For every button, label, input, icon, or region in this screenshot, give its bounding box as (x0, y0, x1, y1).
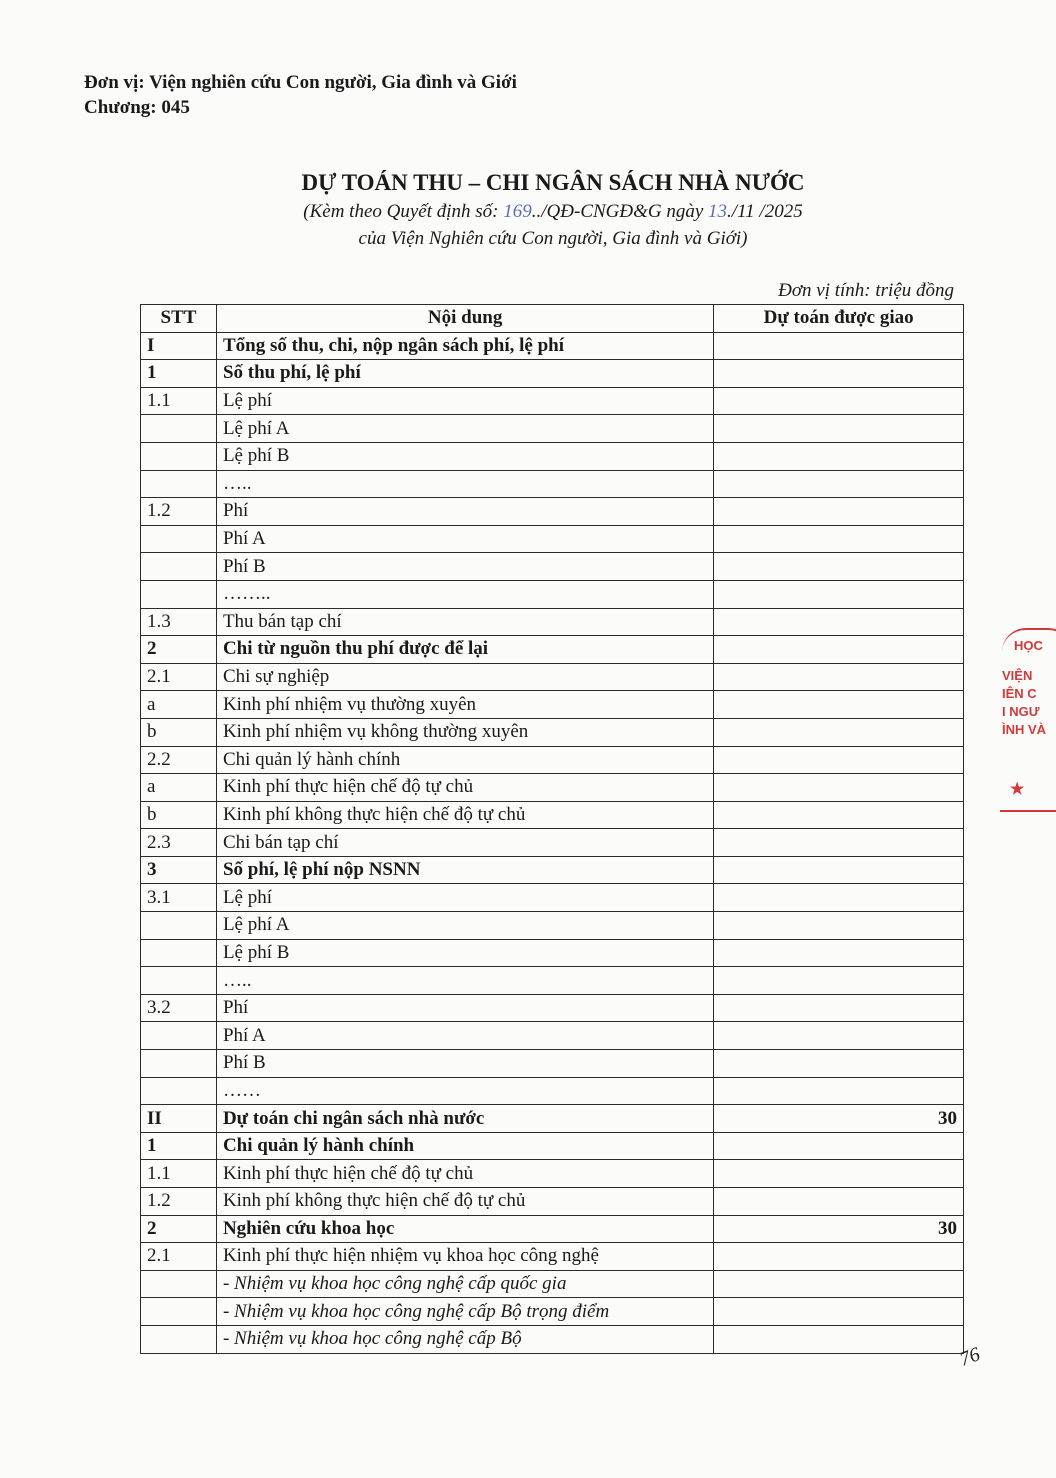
table-row (141, 939, 964, 967)
row-stt (141, 939, 217, 967)
table-row (141, 774, 964, 802)
row-value (714, 912, 964, 940)
header-value: Dự toán được giao (714, 305, 964, 333)
table-row (141, 1215, 964, 1243)
row-content: Dự toán chi ngân sách nhà nước (216, 1105, 713, 1133)
row-value (714, 691, 964, 719)
decision-prefix: (Kèm theo Quyết định số: (303, 201, 504, 222)
row-value (714, 774, 964, 802)
table-row (141, 884, 964, 912)
unit-name: Đơn vị: Viện nghiên cứu Con người, Gia đình và Giới (84, 72, 517, 93)
row-value (714, 360, 964, 388)
seal-text: IÊN C (1002, 686, 1037, 701)
table-row (141, 1298, 964, 1326)
row-content: Lệ phí A (216, 912, 713, 940)
row-content: …….. (216, 580, 713, 608)
row-stt (141, 1270, 217, 1298)
row-content: ….. (216, 470, 713, 498)
row-content: Lệ phí (216, 884, 713, 912)
row-content: Kinh phí thực hiện chế độ tự chủ (216, 774, 713, 802)
issuer-line: của Viện Nghiên cứu Con người, Gia đình và Giới) (358, 228, 748, 249)
table-row (141, 1132, 964, 1160)
table-row (141, 1325, 964, 1353)
row-value (714, 1160, 964, 1188)
row-value (714, 415, 964, 443)
row-value (714, 884, 964, 912)
row-value (714, 553, 964, 581)
row-value (714, 746, 964, 774)
row-stt: 1.1 (141, 387, 217, 415)
row-content: Kinh phí không thực hiện chế độ tự chủ (216, 1188, 713, 1216)
decision-day: 13 (708, 201, 728, 222)
table-row (141, 525, 964, 553)
row-stt: 2.1 (141, 663, 217, 691)
row-stt (141, 1325, 217, 1353)
row-stt (141, 442, 217, 470)
row-stt: 2.3 (141, 829, 217, 857)
row-content: Kinh phí thực hiện nhiệm vụ khoa học công nghệ (216, 1243, 713, 1271)
row-value (714, 1188, 964, 1216)
table-row (141, 912, 964, 940)
table-row (141, 608, 964, 636)
row-content: Thu bán tạp chí (216, 608, 713, 636)
row-value (714, 442, 964, 470)
row-stt (141, 553, 217, 581)
table-row (141, 1270, 964, 1298)
row-value (714, 663, 964, 691)
row-content: Kinh phí thực hiện chế độ tự chủ (216, 1160, 713, 1188)
budget-table (140, 304, 964, 1354)
row-value (714, 829, 964, 857)
row-stt: 2 (141, 1215, 217, 1243)
row-value (714, 939, 964, 967)
header-content: Nội dung (216, 305, 713, 333)
row-value (714, 801, 964, 829)
row-stt (141, 912, 217, 940)
row-stt (141, 525, 217, 553)
row-content: Chi sự nghiệp (216, 663, 713, 691)
row-value (714, 1050, 964, 1078)
row-stt: b (141, 718, 217, 746)
table-row (141, 636, 964, 664)
chapter-code: Chương: 045 (84, 97, 190, 118)
row-stt: a (141, 774, 217, 802)
row-content: Phí B (216, 553, 713, 581)
row-content: …… (216, 1077, 713, 1105)
row-content: Lệ phí A (216, 415, 713, 443)
row-content: Phí A (216, 525, 713, 553)
row-stt: 1 (141, 360, 217, 388)
row-content: Kinh phí nhiệm vụ thường xuyên (216, 691, 713, 719)
table-row (141, 663, 964, 691)
seal-text: HỌC (1014, 638, 1043, 653)
table-row (141, 967, 964, 995)
table-row (141, 1105, 964, 1133)
row-value (714, 1243, 964, 1271)
handwritten-initial: 76 (956, 1343, 983, 1371)
row-value (714, 1022, 964, 1050)
row-content: Số phí, lệ phí nộp NSNN (216, 856, 713, 884)
table-header-row (141, 305, 964, 333)
row-content: Lệ phí B (216, 939, 713, 967)
seal-text: VIỆN (1002, 668, 1033, 683)
row-stt: 3.1 (141, 884, 217, 912)
row-value (714, 1077, 964, 1105)
row-content: Kinh phí nhiệm vụ không thường xuyên (216, 718, 713, 746)
row-content: Nghiên cứu khoa học (216, 1215, 713, 1243)
row-content: Chi quản lý hành chính (216, 746, 713, 774)
row-content: Tổng số thu, chi, nộp ngân sách phí, lệ phí (216, 332, 713, 360)
row-stt: 1.1 (141, 1160, 217, 1188)
row-stt (141, 1077, 217, 1105)
row-stt: II (141, 1105, 217, 1133)
row-stt: 3.2 (141, 994, 217, 1022)
row-stt (141, 1022, 217, 1050)
row-content: Phí (216, 498, 713, 526)
table-row (141, 801, 964, 829)
table-row (141, 387, 964, 415)
table-row (141, 856, 964, 884)
row-value (714, 967, 964, 995)
row-stt: 1.2 (141, 498, 217, 526)
row-value (714, 1325, 964, 1353)
row-content: Lệ phí (216, 387, 713, 415)
row-stt: 3 (141, 856, 217, 884)
row-content: Chi quản lý hành chính (216, 1132, 713, 1160)
table-row (141, 580, 964, 608)
row-stt: 2.1 (141, 1243, 217, 1271)
table-row (141, 332, 964, 360)
table-row (141, 691, 964, 719)
row-value (714, 1298, 964, 1326)
seal-text: ÌNH VÀ (1002, 722, 1047, 737)
row-value (714, 856, 964, 884)
unit-note: Đơn vị tính: triệu đồng (778, 280, 954, 301)
row-value (714, 580, 964, 608)
header-stt: STT (141, 305, 217, 333)
table-row (141, 498, 964, 526)
row-value (714, 1132, 964, 1160)
table-row (141, 442, 964, 470)
table-row (141, 829, 964, 857)
row-content: Số thu phí, lệ phí (216, 360, 713, 388)
row-stt: b (141, 801, 217, 829)
document-header (84, 70, 517, 120)
row-value (714, 636, 964, 664)
row-value (714, 332, 964, 360)
row-stt: 2.2 (141, 746, 217, 774)
row-stt (141, 967, 217, 995)
row-stt: 2 (141, 636, 217, 664)
table-row (141, 718, 964, 746)
row-value (714, 718, 964, 746)
table-row (141, 994, 964, 1022)
table-row (141, 1160, 964, 1188)
table-row (141, 1022, 964, 1050)
row-stt: I (141, 332, 217, 360)
row-content: - Nhiệm vụ khoa học công nghệ cấp Bộ (216, 1325, 713, 1353)
row-content: Phí B (216, 1050, 713, 1078)
star-icon: ★ (1010, 781, 1025, 798)
row-value (714, 1270, 964, 1298)
row-content: Phí (216, 994, 713, 1022)
row-stt (141, 1298, 217, 1326)
row-content: - Nhiệm vụ khoa học công nghệ cấp quốc gia (216, 1270, 713, 1298)
row-stt: 1.2 (141, 1188, 217, 1216)
row-content: Chi từ nguồn thu phí được để lại (216, 636, 713, 664)
table-row (141, 1188, 964, 1216)
row-stt (141, 580, 217, 608)
decision-number: 169 (503, 201, 532, 222)
table-row (141, 415, 964, 443)
row-content: Chi bán tạp chí (216, 829, 713, 857)
row-stt (141, 415, 217, 443)
row-content: Lệ phí B (216, 442, 713, 470)
table-row (141, 1077, 964, 1105)
red-seal-stamp (996, 624, 1056, 814)
decision-reference (0, 201, 1056, 223)
row-stt: a (141, 691, 217, 719)
row-value: 30 (714, 1105, 964, 1133)
table-row (141, 553, 964, 581)
row-stt (141, 1050, 217, 1078)
table-body (141, 332, 964, 1353)
row-value: 30 (714, 1215, 964, 1243)
seal-ring-bottom (1000, 800, 1056, 812)
decision-middle: ../QĐ-CNGĐ&G ngày (531, 201, 709, 222)
row-value (714, 387, 964, 415)
row-stt (141, 470, 217, 498)
row-value (714, 470, 964, 498)
row-value (714, 498, 964, 526)
seal-text: I NGƯ (1002, 704, 1040, 719)
table-row (141, 1243, 964, 1271)
row-content: Phí A (216, 1022, 713, 1050)
row-value (714, 608, 964, 636)
row-content: ….. (216, 967, 713, 995)
row-value (714, 994, 964, 1022)
table-row (141, 360, 964, 388)
row-stt: 1.3 (141, 608, 217, 636)
decision-suffix: ./11 /2025 (727, 201, 803, 222)
row-stt: 1 (141, 1132, 217, 1160)
row-content: Kinh phí không thực hiện chế độ tự chủ (216, 801, 713, 829)
table-row (141, 746, 964, 774)
table-row (141, 470, 964, 498)
document-title: DỰ TOÁN THU – CHI NGÂN SÁCH NHÀ NƯỚC (301, 170, 805, 195)
table-row (141, 1050, 964, 1078)
row-value (714, 525, 964, 553)
row-content: - Nhiệm vụ khoa học công nghệ cấp Bộ trọng điểm (216, 1298, 713, 1326)
